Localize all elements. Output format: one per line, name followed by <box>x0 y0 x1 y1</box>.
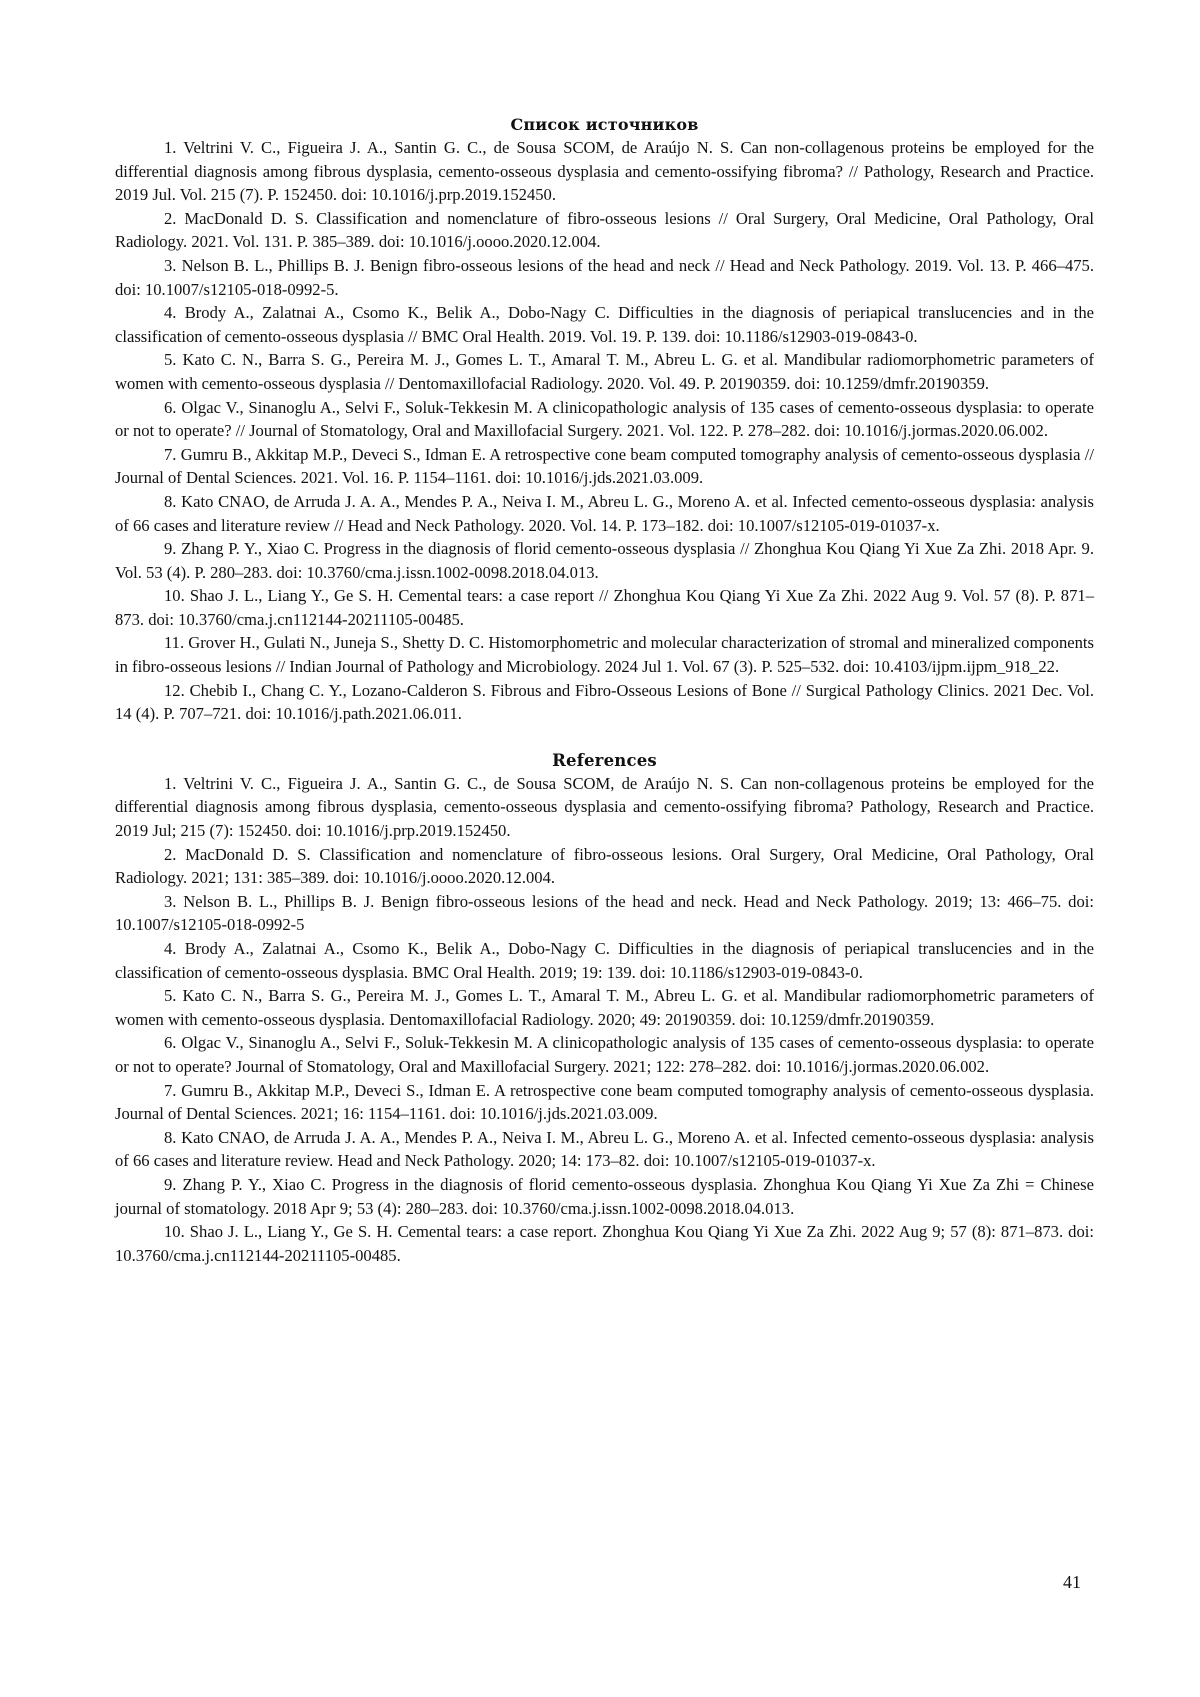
section-gap <box>115 726 1094 749</box>
reference-item: 10. Shao J. L., Liang Y., Ge S. H. Cemental tears: a case report // Zhonghua Kou Qiang Yi Xue Za Zhi. 2022 Aug 9. Vol. 57 (8). P. 871–873. doi: 10.3760/cma.j.cn112144-20211105-00485. <box>115 586 1094 629</box>
section-title-en: References <box>552 750 657 770</box>
reference-item: 3. Nelson B. L., Phillips B. J. Benign fibro-osseous lesions of the head and neck. Head and Neck Pathology. 2019; 13: 466–75. doi: 10.1007/s12105-018-0992-5 <box>115 891 1094 935</box>
reference-item: 2. MacDonald D. S. Classification and nomenclature of fibro-osseous lesions. Oral Surgery, Oral Medicine, Oral Pathology, Oral Radiology. 2021; 131: 385–389. doi: 10.1016/j.oooo.2020.12.004. <box>115 844 1094 888</box>
reference-item: 4. Brody A., Zalatnai A., Csomo K., Belik A., Dobo-Nagy C. Difficulties in the diagnosis of periapical translucencies and in the classification of cemento-osseous dysplasia. BMC Oral Health. 2019; 19: 139. doi: 10.1186/s12903-019-0843-0. <box>115 939 1094 982</box>
reference-item: 9. Zhang P. Y., Xiao C. Progress in the diagnosis of florid cemento-osseous dysplasia // Zhonghua Kou Qiang Yi Xue Za Zhi. 2018 Apr. 9. Vol. 53 (4). P. 280–283. doi: 10.3760/cma.j.issn.1002-0098.2018.04.013. <box>115 539 1094 582</box>
reference-item: 5. Kato C. N., Barra S. G., Pereira M. J., Gomes L. T., Amaral T. M., Abreu L. G. et al. Mandibular radiomorphometric parameters of women with cemento-osseous dysplasia // Dentomaxillofacial Radiology. 2020. Vol. 49. P. 20190359. doi: 10.1259/dmfr.20190359. <box>115 350 1094 393</box>
reference-item: 8. Kato CNAO, de Arruda J. A. A., Mendes P. A., Neiva I. M., Abreu L. G., Moreno A. et al. Infected cemento-osseous dysplasia: analysis of 66 cases and literature review. Head and Neck Pathology. 2020; 14: 173–82. doi: 10.1007/s12105-019-01037-x. <box>115 1127 1094 1171</box>
reference-list-en <box>115 772 1094 1267</box>
reference-list-ru <box>115 136 1094 726</box>
reference-item: 12. Chebib I., Chang C. Y., Lozano-Calderon S. Fibrous and Fibro-Osseous Lesions of Bone // Surgical Pathology Clinics. 2021 Dec. Vol. 14 (4). P. 707–721. doi: 10.1016/j.path.2021.06.011. <box>115 680 1094 724</box>
reference-item: 10. Shao J. L., Liang Y., Ge S. H. Cemental tears: a case report. Zhonghua Kou Qiang Yi Xue Za Zhi. 2022 Aug 9; 57 (8): 871–873. doi: 10.3760/cma.j.cn112144-20211105-00485. <box>115 1222 1094 1265</box>
reference-item: 11. Grover H., Gulati N., Juneja S., Shetty D. C. Histomorphometric and molecular characterization of stromal and mineralized components in fibro-osseous lesions // Indian Journal of Pathology and Microbiology. 2024 Jul 1. Vol. 67 (3). P. 525–532. doi: 10.4103/ijpm.ijpm_918_22. <box>115 633 1094 677</box>
reference-item: 7. Gumru B., Akkitap M.P., Deveci S., Idman E. A retrospective cone beam computed tomography analysis of cemento-osseous dysplasia. Journal of Dental Sciences. 2021; 16: 1154–1161. doi: 10.1016/j.jds.2021.03.009. <box>115 1080 1094 1124</box>
reference-item: 9. Zhang P. Y., Xiao C. Progress in the diagnosis of florid cemento-osseous dysplasia. Zhonghua Kou Qiang Yi Xue Za Zhi = Chinese journal of stomatology. 2018 Apr 9; 53 (4): 280–283. doi: 10.3760/cma.j.issn.1002-0098.2018.04.013. <box>115 1174 1094 1218</box>
reference-item: 1. Veltrini V. C., Figueira J. A., Santin G. C., de Sousa SCOM, de Araújo N. S. Can non-collagenous proteins be employed for the differential diagnosis among fibrous dysplasia, cemento-osseous dysplasia and cemento-ossifying fibroma? Pathology, Research and Practice. 2019 Jul; 215 (7): 152450. doi: 10.1016/j.prp.2019.152450. <box>115 773 1094 841</box>
page-number: 41 <box>1063 1572 1081 1592</box>
reference-item: 7. Gumru B., Akkitap M.P., Deveci S., Idman E. A retrospective cone beam computed tomography analysis of cemento-osseous dysplasia // Journal of Dental Sciences. 2021. Vol. 16. P. 1154–1161. doi: 10.1016/j.jds.2021.03.009. <box>115 444 1094 488</box>
reference-item: 1. Veltrini V. C., Figueira J. A., Santin G. C., de Sousa SCOM, de Araújo N. S. Can non-collagenous proteins be employed for the differential diagnosis among fibrous dysplasia, cemento-osseous dysplasia and cemento-ossifying fibroma? // Pathology, Research and Practice. 2019 Jul. Vol. 215 (7). P. 152450. doi: 10.1016/j.prp.2019.152450. <box>115 138 1094 205</box>
reference-item: 6. Olgac V., Sinanoglu A., Selvi F., Soluk-Tekkesin M. A clinicopathologic analysis of 135 cases of cemento-osseous dysplasia: to operate or not to operate? Journal of Stomatology, Oral and Maxillofacial Surgery. 2021; 122: 278–282. doi: 10.1016/j.jormas.2020.06.002. <box>115 1033 1094 1076</box>
section-title-ru: Список источников <box>510 115 699 134</box>
reference-item: 5. Kato C. N., Barra S. G., Pereira M. J., Gomes L. T., Amaral T. M., Abreu L. G. et al. Mandibular radiomorphometric parameters of women with cemento-osseous dysplasia. Dentomaxillofacial Radiology. 2020; 49: 20190359. doi: 10.1259/dmfr.20190359. <box>115 986 1094 1029</box>
reference-item: 6. Olgac V., Sinanoglu A., Selvi F., Soluk-Tekkesin M. A clinicopathologic analysis of 135 cases of cemento-osseous dysplasia: to operate or not to operate? // Journal of Stomatology, Oral and Maxillofacial Surgery. 2021. Vol. 122. P. 278–282. doi: 10.1016/j.jormas.2020.06.002. <box>115 397 1094 441</box>
reference-item: 3. Nelson B. L., Phillips B. J. Benign fibro-osseous lesions of the head and neck // Head and Neck Pathology. 2019. Vol. 13. P. 466–475. doi: 10.1007/s12105-018-0992-5. <box>115 255 1094 299</box>
reference-item: 2. MacDonald D. S. Classification and nomenclature of fibro-osseous lesions // Oral Surgery, Oral Medicine, Oral Pathology, Oral Radiology. 2021. Vol. 131. P. 385–389. doi: 10.1016/j.oooo.2020.12.004. <box>115 208 1094 252</box>
reference-item: 8. Kato CNAO, de Arruda J. A. A., Mendes P. A., Neiva I. M., Abreu L. G., Moreno A. et al. Infected cemento-osseous dysplasia: analysis of 66 cases and literature review // Head and Neck Pathology. 2020. Vol. 14. P. 173–182. doi: 10.1007/s12105-019-01037-x. <box>115 491 1094 535</box>
reference-item: 4. Brody A., Zalatnai A., Csomo K., Belik A., Dobo-Nagy C. Difficulties in the diagnosis of periapical translucencies and in the classification of cemento-osseous dysplasia // BMC Oral Health. 2019. Vol. 19. P. 139. doi: 10.1186/s12903-019-0843-0. <box>115 303 1094 346</box>
document-page <box>115 113 1094 1267</box>
